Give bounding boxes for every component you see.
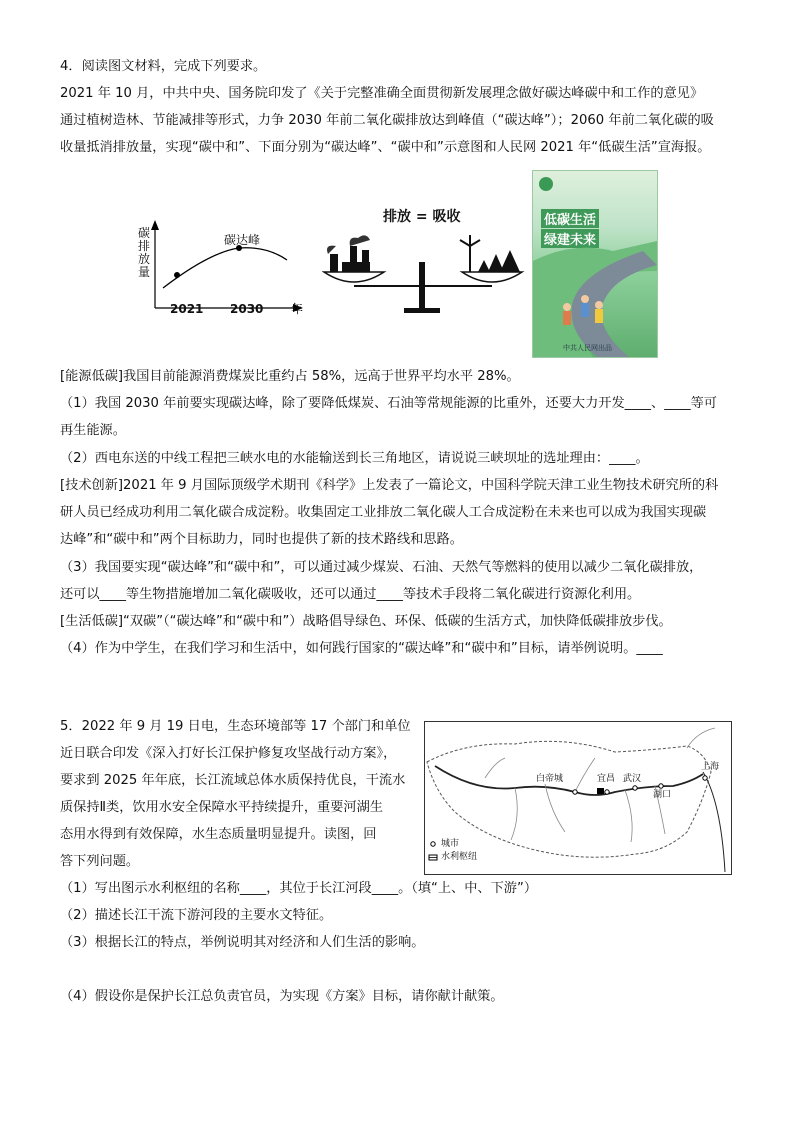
city-shanghai-marker xyxy=(703,776,707,780)
poster-title-2: 绿建未来 xyxy=(541,229,599,248)
poster-logo-icon xyxy=(539,177,553,191)
chart-xtick-2030: 2030 xyxy=(230,302,264,316)
q4-intro-line3: 收量抵消排放量，实现“碳中和”、下面分别为“碳达峰”、“碳中和”示意图和人民网 2021 年“低碳生活”宣海报。 xyxy=(60,140,711,155)
q5-intro-line6: 答下列问题。 xyxy=(60,854,140,869)
city-wuhan-marker xyxy=(633,786,637,790)
low-carbon-poster xyxy=(532,170,658,358)
q5-intro-line5: 态用水得到有效保障，水生态质量明显提升。读图，回 xyxy=(60,827,377,842)
chart-ylabel-3: 放 xyxy=(138,252,151,266)
tech-paragraph-line3: 达峰”和“碳中和”两个目标助力，同时也提供了新的技术路线和思路。 xyxy=(60,532,463,547)
q5-sub4: （4）假设你是保护长江总负责官员，为实现《方案》目标，请你献计献策。 xyxy=(60,989,504,1004)
q5-intro-line1: 5．2022 年 9 月 19 日电，生态环境部等 17 个部门和单位 xyxy=(60,719,411,734)
balance-label: 排放 = 吸收 xyxy=(383,209,461,225)
factory-icon xyxy=(327,235,370,272)
point-2021 xyxy=(174,272,180,278)
poster-footer: 中共人民网出品 xyxy=(563,344,612,352)
q4-title: 4．阅读图文材料，完成下列要求。 xyxy=(60,59,267,74)
dam-marker xyxy=(597,788,604,794)
q4-sub1-line1: （1）我国 2030 年前要实现碳达峰，除了要降低煤炭、石油等常规能源的比重外，还要大力开发____、____等可 xyxy=(60,396,717,411)
chart-xlabel: 年 xyxy=(291,302,304,316)
city-baidi-marker xyxy=(573,790,577,794)
q4-sub2: （2）西电东送的中线工程把三峡水电的水能输送到长三角地区，请说说三峡坝址的选址理由：____。 xyxy=(60,451,649,466)
q5-sub1: （1）写出图示水利枢纽的名称____，其位于长江河段____。（填“上、中、下游”） xyxy=(60,881,538,896)
q5-intro-line4: 质保持Ⅱ类，饮用水安全保障水平持续提升，重要河湖生 xyxy=(60,800,383,815)
life-paragraph: [生活低碳]“双碳”（“碳达峰”和“碳中和”）战略倡导绿色、环保、低碳的生活方式，加快降低碳排放步伐。 xyxy=(60,614,672,629)
tech-paragraph-line2: 研人员已经成功利用二氧化碳合成淀粉。收集固定工业排放二氧化碳人工合成淀粉在未来也可以成为我国实现碳 xyxy=(60,505,707,520)
q5-sub3: （3）根据长江的特点，举例说明其对经济和人们生活的影响。 xyxy=(60,935,425,950)
q4-sub3-line2: 还可以____等生物措施增加二氧化碳吸收，还可以通过____等技术手段将二氧化碳进行资源化利用。 xyxy=(60,587,641,602)
q4-intro-line2: 通过植树造林、节能减排等形式，力争 2030 年前二氧化碳排放达到峰值（“碳达峰”）；2060 年前二氧化碳的吸 xyxy=(60,113,714,128)
legend-city-label: 城市 xyxy=(441,839,460,849)
map-label-shanghai: 上海 xyxy=(701,762,720,772)
chart-xtick-2021: 2021 xyxy=(170,302,204,316)
q5-intro-line3: 要求到 2025 年年底，长江流域总体水质保持优良，干流水 xyxy=(60,773,406,788)
chart-ylabel-4: 量 xyxy=(138,265,151,279)
chart-ylabel-1: 碳 xyxy=(138,226,151,240)
map-label-yichang: 宜昌 xyxy=(597,774,616,784)
q4-sub4: （4）作为中学生，在我们学习和生活中，如何践行国家的“碳达峰”和“碳中和”目标，请举例说明。____ xyxy=(60,641,663,656)
chart-ylabel-2: 排 xyxy=(138,239,151,253)
legend-city-icon xyxy=(431,842,435,846)
q5-intro-line2: 近日联合印发《深入打好长江保护修复攻坚战行动方案》， xyxy=(60,746,397,761)
map-label-baidi: 白帝城 xyxy=(536,774,564,784)
map-label-hukou: 湖口 xyxy=(653,790,672,800)
carbon-peak-chart xyxy=(135,218,305,322)
q5-sub2: （2）描述长江干流下游河段的主要水文特征。 xyxy=(60,908,333,923)
q4-sub3-line1: （3）我国要实现“碳达峰”和“碳中和”，可以通过减少煤炭、石油、天然气等燃料的使用以减少二氧化碳排放， xyxy=(60,560,703,575)
poster-road-illustration xyxy=(533,241,657,357)
carbon-neutral-balance xyxy=(322,232,532,318)
tech-paragraph-line1: [技术创新]2021 年 9 月国际顶级学术期刊《科学》上发表了一篇论文，中国科学院天津工业生物技术研究所的科 xyxy=(60,478,719,493)
energy-paragraph: [能源低碳]我国目前能源消费煤炭比重约占 58%，远高于世界平均水平 28%。 xyxy=(60,369,520,384)
city-yichang-marker xyxy=(605,790,609,794)
legend-dam-label: 水利枢纽 xyxy=(441,852,478,862)
poster-title-1: 低碳生活 xyxy=(541,209,599,228)
chart-peak-label: 碳达峰 xyxy=(224,233,261,247)
q4-intro-line1: 2021 年 10 月，中共中央、国务院印发了《关于完整准确全面贯彻新发展理念做好碳达峰碳中和工作的意见》 xyxy=(60,86,704,101)
map-label-wuhan: 武汉 xyxy=(623,774,642,784)
city-hukou-marker xyxy=(659,784,663,788)
trees-turbine-icon xyxy=(460,235,520,272)
yangtze-river-map xyxy=(424,721,732,875)
q4-sub1-line2: 再生能源。 xyxy=(60,423,126,438)
